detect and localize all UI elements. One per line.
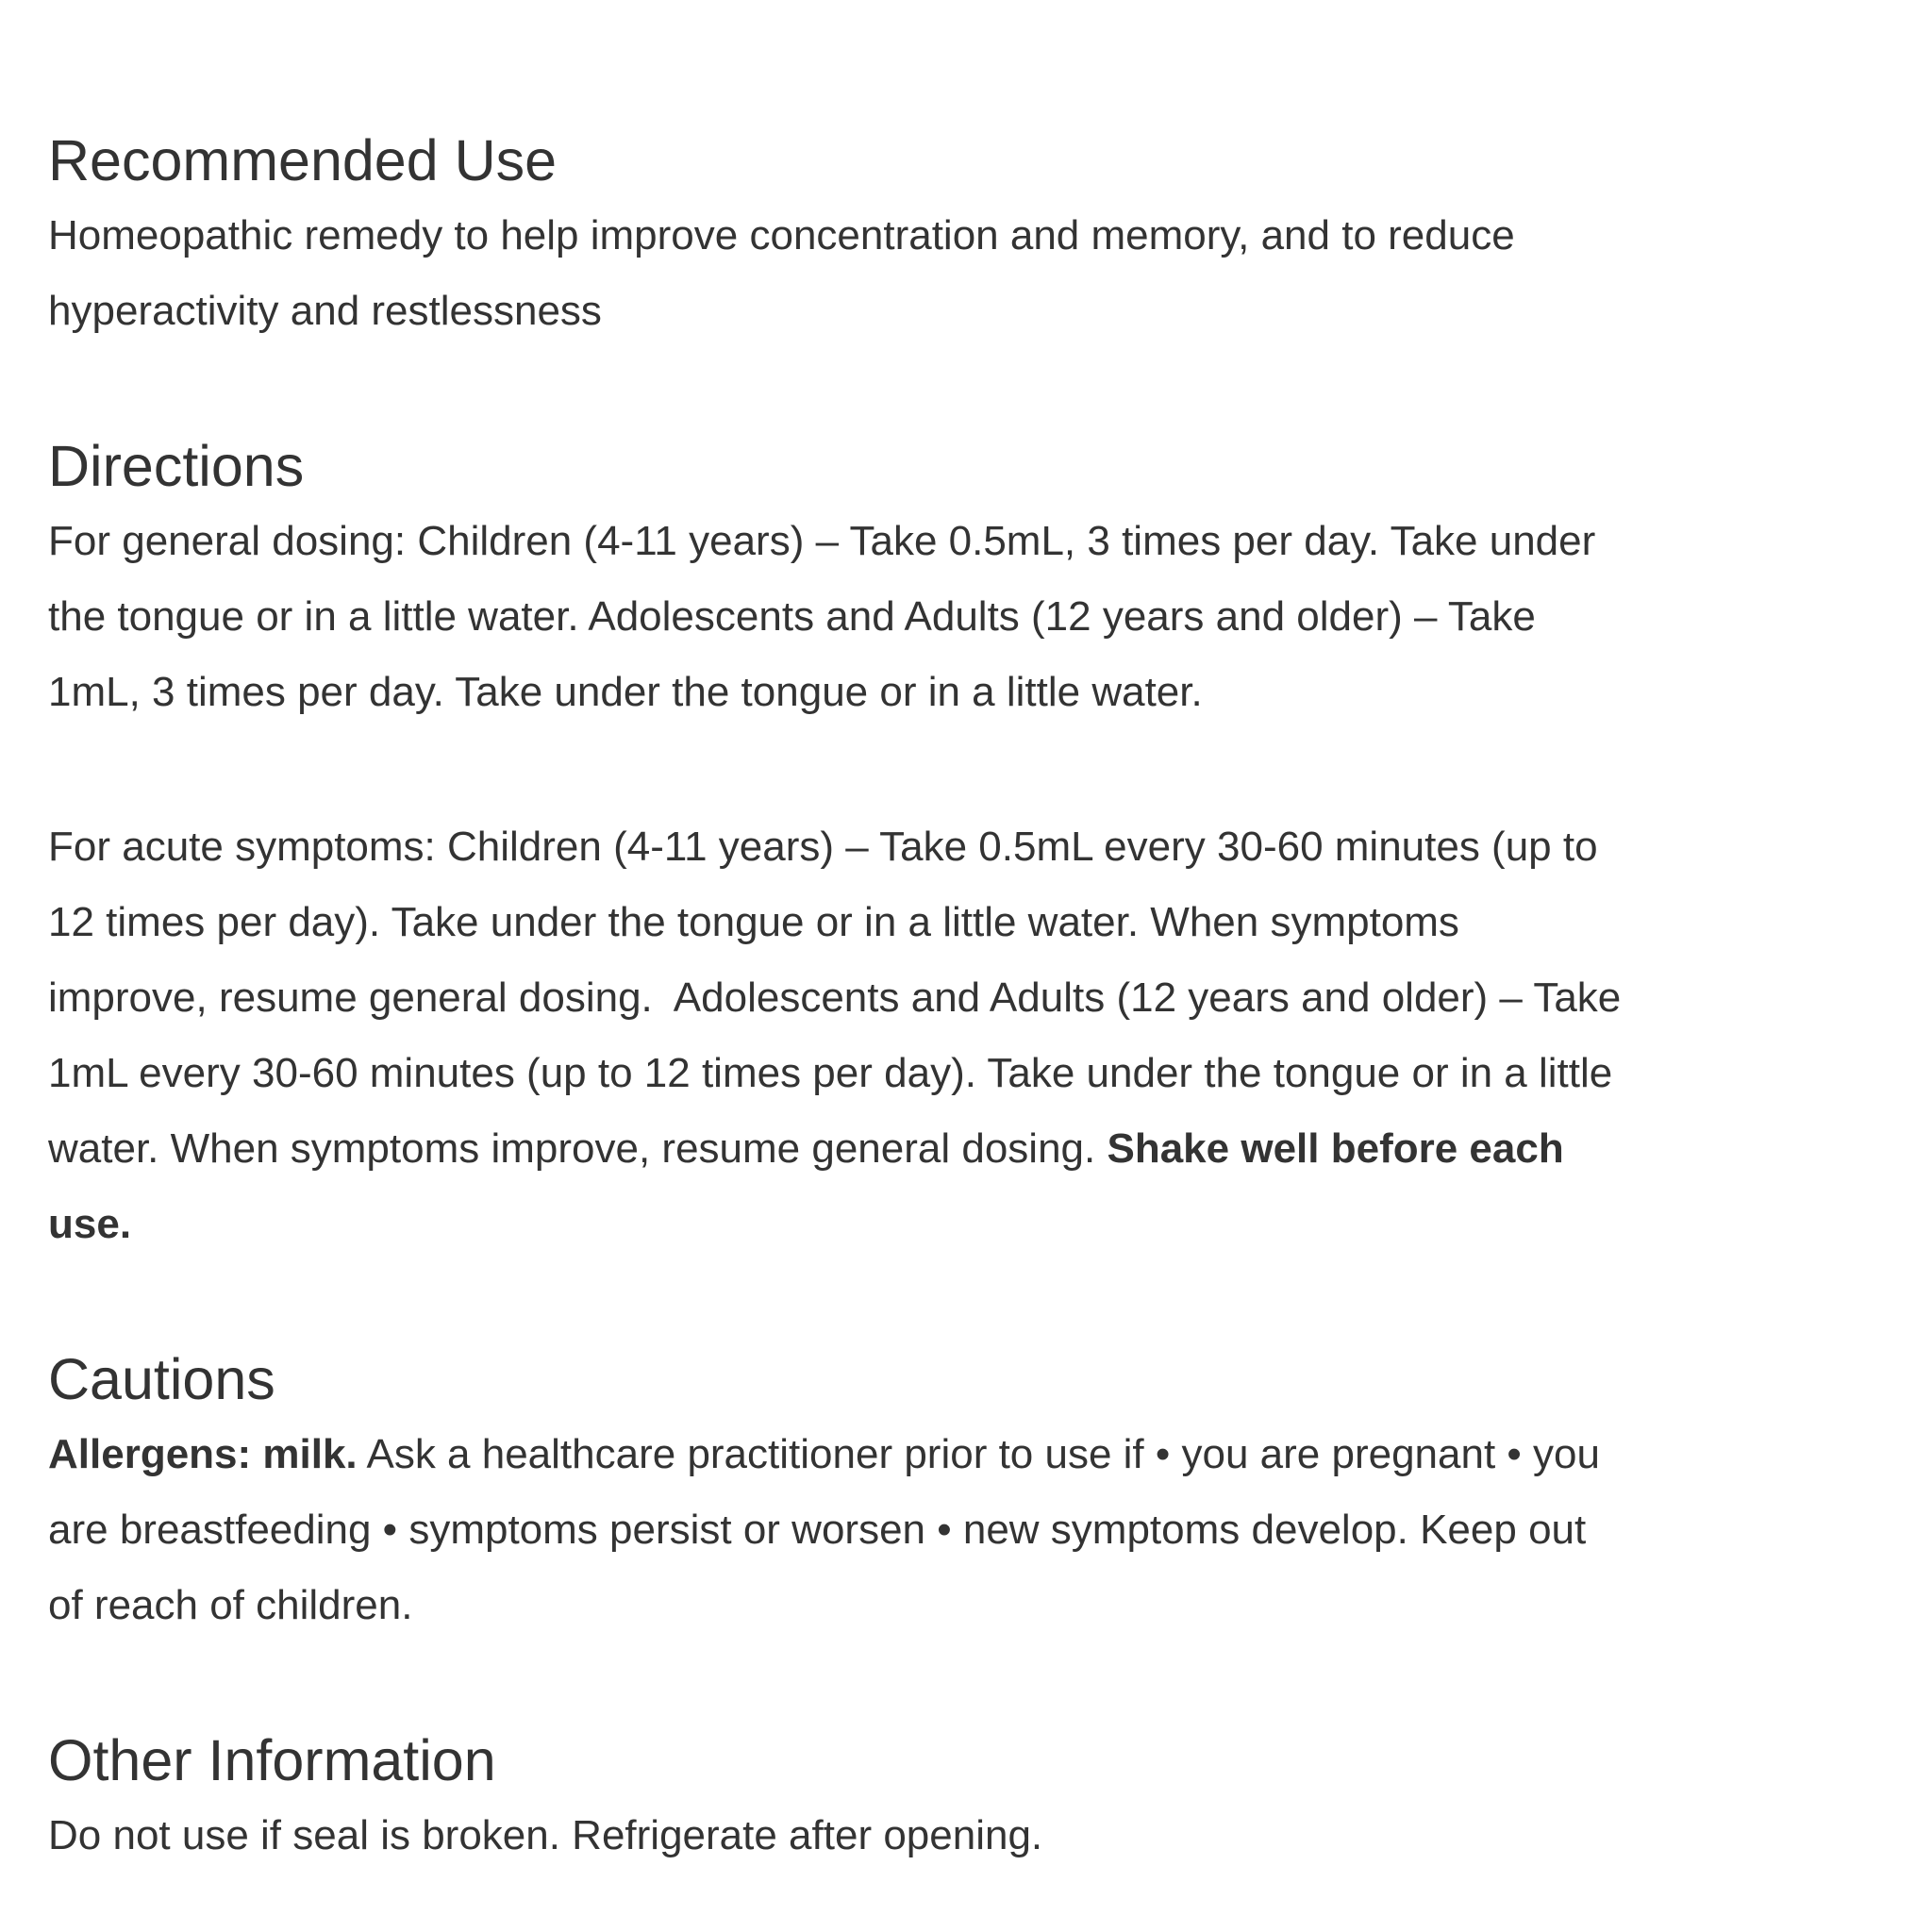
other-information-heading: Other Information [48,1728,496,1792]
allergens-note: Allergens: milk. [48,1431,358,1477]
general-dosing-text: For general dosing: Children (4-11 years) – Take 0.5mL, 3 times per day. Take under the tongue or in a little water. Adolescents and Adults (12 years and older) – Take 1mL, 3 times per day. Take under the tongue or in a little water. [48,518,1596,715]
cautions-paragraph [48,1417,1840,1643]
acute-symptoms-text: For acute symptoms: Children (4-11 years) – Take 0.5mL every 30-60 minutes (up to 12 times per day). Take under the tongue or in a little water. When symptoms improve, resume general dosing. Adolescents and Adults (12 years and older) – Take 1mL every 30-60 minutes (up to 12 times per day). Take under the tongue or in a little water. When symptoms improve, resume general dosing. [48,824,1622,1172]
directions-heading: Directions [48,434,305,498]
other-information-text: Do not use if seal is broken. Refrigerate after opening. [48,1812,1043,1858]
shake-well-note: Shake well before each use. [48,1125,1564,1247]
recommended-use-text: Homeopathic remedy to help improve concentration and memory, and to reduce hyperactivity and restlessness [48,212,1515,334]
recommended-use-heading: Recommended Use [48,128,558,192]
cautions-heading: Cautions [48,1347,275,1411]
cautions-text: Ask a healthcare practitioner prior to use if • you are pregnant • you are breastfeeding • symptoms persist or worsen • new symptoms develop. Keep out of reach of children. [48,1431,1600,1628]
acute-symptoms-paragraph [48,809,1840,1262]
product-info-content [48,123,1840,1874]
